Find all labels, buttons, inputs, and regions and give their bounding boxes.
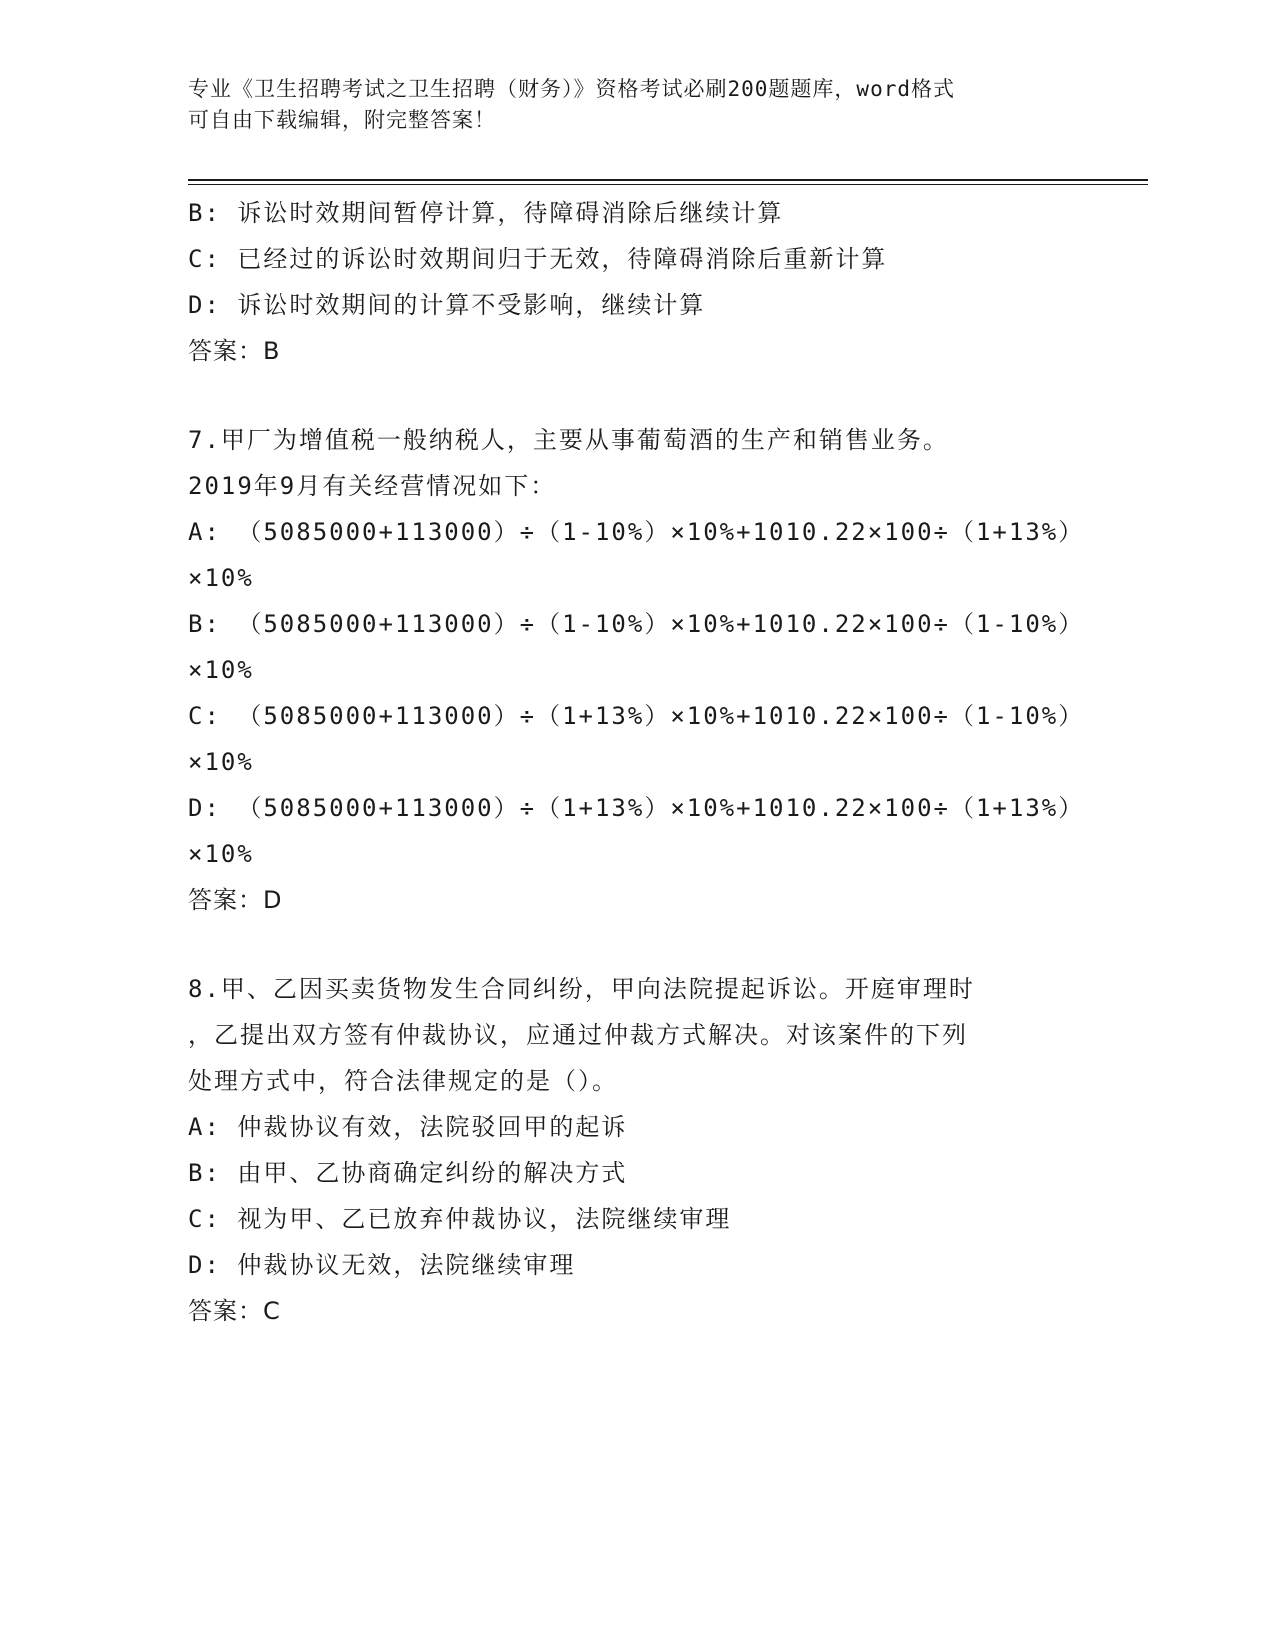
q7-option-b: B: （5085000+113000）÷（1-10%）×10%+1010.22×100÷（1-10%） [188, 610, 1085, 638]
q6-option-c: C: 已经过的诉讼时效期间归于无效，待障碍消除后重新计算 [188, 245, 888, 273]
question-content [188, 190, 1088, 1334]
q8-answer: 答案：C [188, 1297, 281, 1325]
header-divider-thin [188, 184, 1148, 185]
header-title-line-1: 专业《卫生招聘考试之卫生招聘（财务）》资格考试必刷200题题库，word格式 [188, 77, 955, 101]
spacer [188, 923, 1088, 966]
header-divider-thick [188, 179, 1148, 181]
question-6-block [188, 190, 1088, 374]
question-7-block [188, 417, 1088, 923]
q7-option-c-continued: ×10% [188, 748, 254, 776]
q8-option-a: A: 仲裁协议有效，法院驳回甲的起诉 [188, 1113, 628, 1141]
q8-stem-line-2: ，乙提出双方签有仲裁协议，应通过仲裁方式解决。对该案件的下列 [188, 1021, 968, 1049]
q8-stem-line-3: 处理方式中，符合法律规定的是（）。 [188, 1067, 618, 1095]
q7-option-d: D: （5085000+113000）÷（1+13%）×10%+1010.22×100÷（1+13%） [188, 794, 1085, 822]
q8-option-b: B: 由甲、乙协商确定纠纷的解决方式 [188, 1159, 628, 1187]
q7-stem-line-1: 7.甲厂为增值税一般纳税人，主要从事葡萄酒的生产和销售业务。 [188, 426, 949, 454]
header-title-line-2: 可自由下载编辑，附完整答案！ [188, 108, 496, 132]
q7-option-a-continued: ×10% [188, 564, 254, 592]
q7-option-d-continued: ×10% [188, 840, 254, 868]
q7-option-a: A: （5085000+113000）÷（1-10%）×10%+1010.22×100÷（1+13%） [188, 518, 1085, 546]
q6-option-d: D: 诉讼时效期间的计算不受影响，继续计算 [188, 291, 706, 319]
question-8-block [188, 966, 1088, 1334]
spacer [188, 374, 1088, 417]
q7-option-c: C: （5085000+113000）÷（1+13%）×10%+1010.22×100÷（1-10%） [188, 702, 1085, 730]
q7-stem-line-2: 2019年9月有关经营情况如下： [188, 472, 557, 500]
q8-stem-line-1: 8.甲、乙因买卖货物发生合同纠纷，甲向法院提起诉讼。开庭审理时 [188, 975, 975, 1003]
q7-option-b-continued: ×10% [188, 656, 254, 684]
q8-option-d: D: 仲裁协议无效，法院继续审理 [188, 1251, 576, 1279]
document-header [188, 74, 1068, 136]
q6-option-b: B: 诉讼时效期间暂停计算，待障碍消除后继续计算 [188, 199, 784, 227]
q6-answer: 答案：B [188, 337, 281, 365]
q8-option-c: C: 视为甲、乙已放弃仲裁协议，法院继续审理 [188, 1205, 732, 1233]
q7-answer: 答案：D [188, 886, 283, 914]
